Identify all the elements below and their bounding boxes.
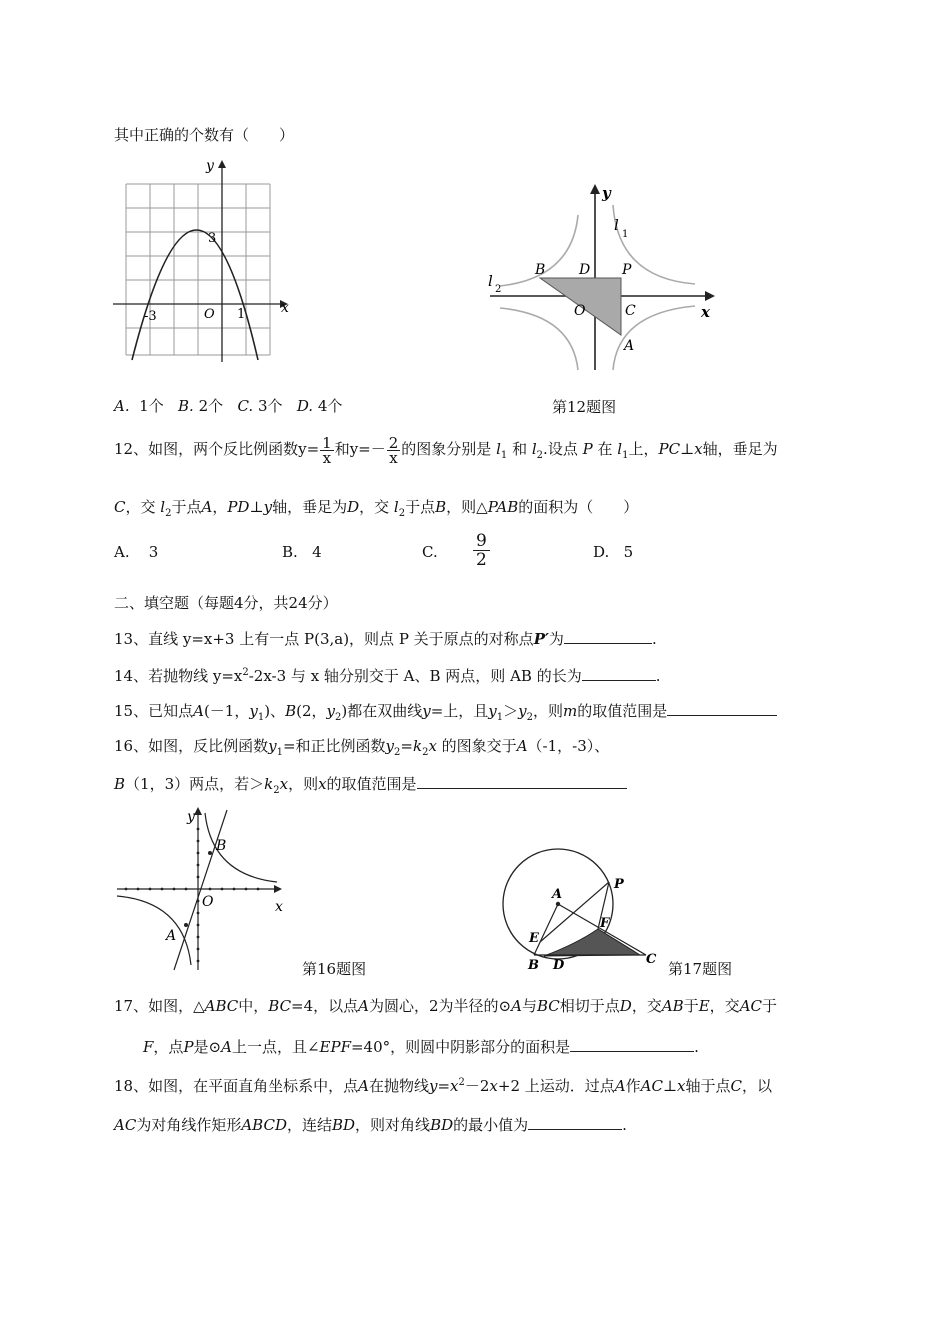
q18-line2: AC为对角线作矩形ABCD，连结BD，则对角线BD的最小值为 .: [114, 1113, 627, 1135]
q14: 14、若抛物线 $y=x^2-2x-3$ 与 x 轴分别交于 A、B 两点，则 AB 的长为 .: [114, 663, 660, 686]
fig16-O-label: O: [202, 894, 214, 910]
fig12-P-label: P: [622, 262, 632, 278]
q12-option-a: A. 3: [114, 543, 159, 561]
fig12-l2-sub: 2: [495, 284, 502, 295]
fig12-hyperbola-graph: [480, 180, 730, 380]
fig12-B-label: B: [535, 262, 546, 278]
fig16-graph: [112, 805, 292, 975]
fig12-l1-label: l: [614, 216, 619, 234]
q16-line2: B（1，3）两点，若$>k_2x$，则x的取值范围是: [114, 772, 627, 801]
q11-option-text: 2个: [198, 397, 224, 415]
q12-option-c: C.: [422, 543, 438, 561]
fig12-D-label: D: [579, 262, 591, 278]
q12-line1: 12、如图，两个反比例函数y= $\frac{1}{x}$ 和y=－ $\frac{2}{x}$ 的图象分别是 $l_1$ 和 $l_2$.设点 P 在 $l_1$上，PC⊥x轴，垂足为: [114, 433, 778, 467]
q12-option-d: D. 5: [593, 543, 634, 561]
fig17-C-label: C: [646, 952, 657, 967]
q15-answer-blank[interactable]: [667, 699, 777, 716]
q13-answer-blank[interactable]: [564, 627, 652, 644]
fig17-D-label: D: [553, 958, 565, 973]
q16-answer-blank[interactable]: [417, 772, 627, 789]
q11-option-text: 4个: [317, 397, 343, 415]
fig12-x-label: x: [701, 303, 710, 321]
fig16-caption: 第16题图: [302, 960, 367, 978]
fig17-A-label: A: [552, 887, 563, 902]
fig12-y-label: y: [602, 184, 611, 202]
fig11-three-label: 3: [208, 231, 217, 246]
fig12-A-label: A: [624, 338, 635, 354]
fig11-one-label: 1: [237, 307, 246, 322]
fig11-y-label: y: [206, 158, 214, 174]
q18-line1: 18、如图，在平面直角坐标系中，点A在抛物线$y=x^2-2x+2$ 上运动．过点A作AC⊥x轴于点C，以: [114, 1077, 773, 1095]
q12-option-c-fraction: 9 2: [473, 532, 490, 569]
fig17-circle-graph: [496, 822, 671, 974]
q18-answer-blank[interactable]: [528, 1113, 622, 1130]
fig11-minus3-label: -3: [144, 309, 157, 324]
fig11-parabola: [132, 230, 258, 360]
q11-tail: 其中正确的个数有（ ）: [114, 126, 295, 144]
fig16-x-label: x: [275, 899, 283, 915]
fig11-grid: [126, 184, 270, 355]
q11-option-letter: B.: [178, 397, 194, 415]
fig17-F-label: F: [600, 916, 610, 931]
q17-answer-blank[interactable]: [570, 1035, 694, 1052]
q15: 15、已知点A(－1，$y_1$)、B(2，$y_2$)都在双曲线y=上，且$y_1>y_2$，则m的取值范围是: [114, 699, 777, 728]
fig16-hyperbola-q3: [117, 896, 191, 965]
q16-line1: 16、如图，反比例函数$y_1=$和正比例函数$y_2=k_2x$ 的图象交于A（-1，-3）、: [114, 737, 610, 758]
q14-answer-blank[interactable]: [582, 664, 656, 681]
fig12-l1-sub: 1: [622, 229, 629, 240]
q11-options: [114, 396, 342, 416]
fig17-caption: 第17题图: [668, 960, 733, 978]
fig16-A-label: A: [166, 928, 177, 944]
fig12-C-label: C: [625, 303, 636, 319]
fig11-x-label: x: [281, 300, 289, 316]
q11-option-letter: A.: [114, 397, 130, 415]
fig16-ticks: [125, 828, 260, 963]
q12-option-b: B. 4: [282, 543, 322, 561]
q11-option-letter: C.: [237, 397, 254, 415]
fig17-B-label: B: [528, 958, 539, 973]
fig11-origin-label: O: [204, 307, 215, 322]
q17-line1: 17、如图，△ABC中，BC=4，以点A为圆心，2为半径的⊙A与BC相切于点D，交AB于E，交AC于: [114, 997, 778, 1015]
fig17-E-label: E: [529, 931, 539, 946]
q11-option-letter: D.: [296, 397, 314, 415]
q17-line2: F，点P是⊙A上一点，且∠EPF=40°，则圆中阴影部分的面积是 .: [143, 1035, 699, 1057]
fig11-parabola-graph: [108, 150, 298, 365]
q13: 13、直线 y=x+3 上有一点 P(3,a)，则点 P 关于原点的对称点P′为 .: [114, 627, 657, 649]
fig16-y-label: y: [187, 809, 195, 825]
q11-option-text: 1个: [139, 397, 164, 415]
q11-option-text: 3个: [257, 397, 283, 415]
fig17-P-label: P: [614, 877, 624, 892]
fig12-caption: 第12题图: [552, 398, 617, 416]
fig12-l2-label: l: [488, 272, 493, 290]
q12-line2: C，交 $l_2$于点A，PD⊥y轴，垂足为D，交 $l_2$于点B，则△PAB的面积为（ ）: [114, 498, 639, 519]
fig16-line: [174, 810, 227, 970]
section-fill-in-heading: 二、填空题（每题4分，共24分）: [114, 594, 338, 612]
fig12-O-label: O: [574, 303, 586, 319]
fig16-B-label: B: [216, 838, 227, 854]
fig12-l1-branch-q3: [500, 308, 578, 370]
